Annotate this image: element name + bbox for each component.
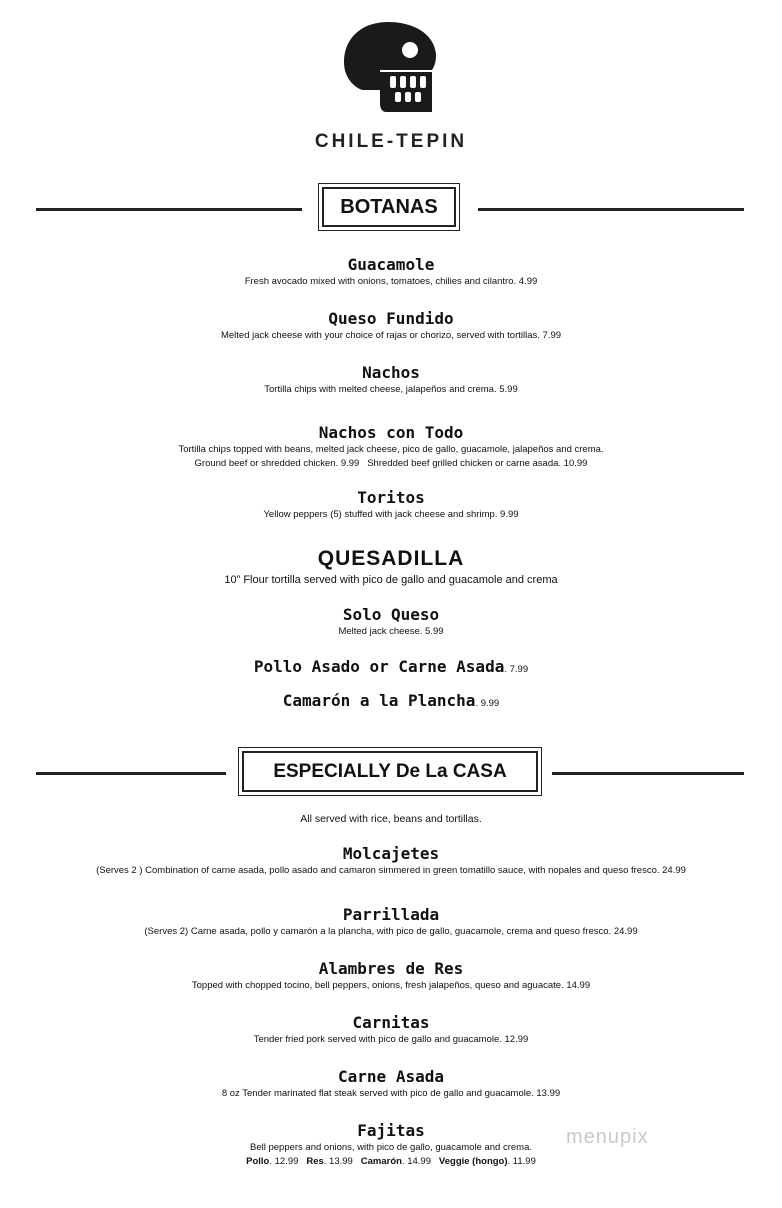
note-text: All served with rice, beans and tortillas.: [300, 813, 482, 825]
section-header-especially: [238, 747, 542, 796]
section-note: [0, 812, 782, 826]
item-name: Parrillada: [342, 905, 440, 924]
item-name: Camarón a la Plancha: [282, 691, 476, 710]
item-name: Alambres de Res: [318, 959, 464, 978]
price-value: . 14.99: [401, 1156, 431, 1167]
menu-item-pollo-asado: [0, 657, 782, 677]
menu-item-carnitas: [0, 1013, 782, 1047]
divider-right: [478, 208, 744, 211]
item-name: Fajitas: [357, 1121, 425, 1140]
item-desc: (Serves 2) Carne asada, pollo y camarón a la plancha, with pico de gallo, guacamole, crema and queso fresco. 24.99: [144, 926, 638, 937]
item-price: . 7.99: [504, 664, 529, 675]
item-desc: Bell peppers and onions, with pico de gallo, guacamole and crema.: [249, 1142, 532, 1153]
menu-item-parrillada: [0, 905, 782, 939]
item-name: Toritos: [357, 488, 425, 507]
item-desc: (Serves 2 ) Combination of carne asada, pollo asado and camaron simmered in green tomatillo sauce, with nopales and queso fresco. 24.99: [96, 865, 686, 876]
divider-right: [552, 772, 744, 775]
price-value: . 12.99: [269, 1156, 299, 1167]
item-name: Carnitas: [352, 1013, 430, 1032]
item-price: . 9.99: [475, 698, 500, 709]
item-desc: Tortilla chips topped with beans, melted jack cheese, pico de gallo, guacamole, jalapeños and crema.: [178, 444, 604, 455]
menu-item-quesadilla: [0, 547, 782, 589]
section-title-botanas: BOTANAS: [322, 187, 456, 227]
item-desc: Yellow peppers (5) stuffed with jack cheese and shrimp. 9.99: [263, 509, 519, 520]
menu-item-molcajetes: [0, 844, 782, 878]
item-desc: Melted jack cheese. 5.99: [338, 626, 444, 637]
menu-item-solo-queso: [0, 605, 782, 639]
price-label: Veggie (hongo): [438, 1156, 508, 1167]
divider-left: [36, 772, 226, 775]
item-name: Queso Fundido: [328, 309, 454, 328]
brand-name: CHILE-TEPIN: [314, 131, 468, 152]
fajitas-prices: [0, 1155, 782, 1169]
item-name: Molcajetes: [342, 844, 440, 863]
menu-item-alambres: [0, 959, 782, 993]
item-name: Pollo Asado or Carne Asada: [253, 657, 505, 676]
item-name: Nachos: [362, 363, 420, 382]
item-name: Nachos con Todo: [318, 423, 464, 442]
item-name: Guacamole: [347, 255, 435, 274]
item-desc: Topped with chopped tocino, bell peppers, onions, fresh jalapeños, queso and aguacate. 14.99: [191, 980, 591, 991]
price-label: Camarón: [360, 1156, 402, 1167]
menu-item-guacamole: [0, 255, 782, 289]
menu-item-queso-fundido: [0, 309, 782, 343]
price-value: . 11.99: [507, 1156, 536, 1167]
price-value: . 13.99: [323, 1156, 353, 1167]
item-desc: Tortilla chips with melted cheese, jalapeños and crema. 5.99: [264, 384, 518, 395]
item-name: QUESADILLA: [317, 547, 465, 570]
item-desc: Tender fried pork served with pico de gallo and guacamole. 12.99: [253, 1034, 529, 1045]
item-name: Carne Asada: [338, 1067, 444, 1086]
watermark: menupix: [566, 1126, 649, 1148]
menu-item-fajitas: [0, 1121, 782, 1169]
section-title-especially: ESPECIALLY De La CASA: [242, 751, 538, 792]
menu-item-carne-asada: [0, 1067, 782, 1101]
menu-item-toritos: [0, 488, 782, 522]
item-desc: 10” Flour tortilla served with pico de gallo and guacamole and crema: [224, 574, 558, 586]
menu-item-nachos: [0, 363, 782, 397]
item-desc: 8 oz Tender marinated flat steak served with pico de gallo and guacamole. 13.99: [221, 1088, 561, 1099]
item-desc: Melted jack cheese with your choice of rajas or chorizo, served with tortillas. 7.99: [220, 330, 562, 341]
item-desc: Ground beef or shredded chicken. 9.99 Shredded beef grilled chicken or carne asada. 10.99: [194, 458, 588, 469]
price-label: Res: [306, 1156, 324, 1167]
price-label: Pollo: [246, 1156, 270, 1167]
menu-item-nachos-con-todo: [0, 423, 782, 471]
divider-left: [36, 208, 302, 211]
item-name: Solo Queso: [342, 605, 440, 624]
menu-item-camaron-plancha: [0, 691, 782, 711]
skull-logo-icon: [340, 20, 440, 116]
item-desc: Fresh avocado mixed with onions, tomatoes, chilies and cilantro. 4.99: [244, 276, 538, 287]
section-header-botanas: [318, 183, 460, 231]
